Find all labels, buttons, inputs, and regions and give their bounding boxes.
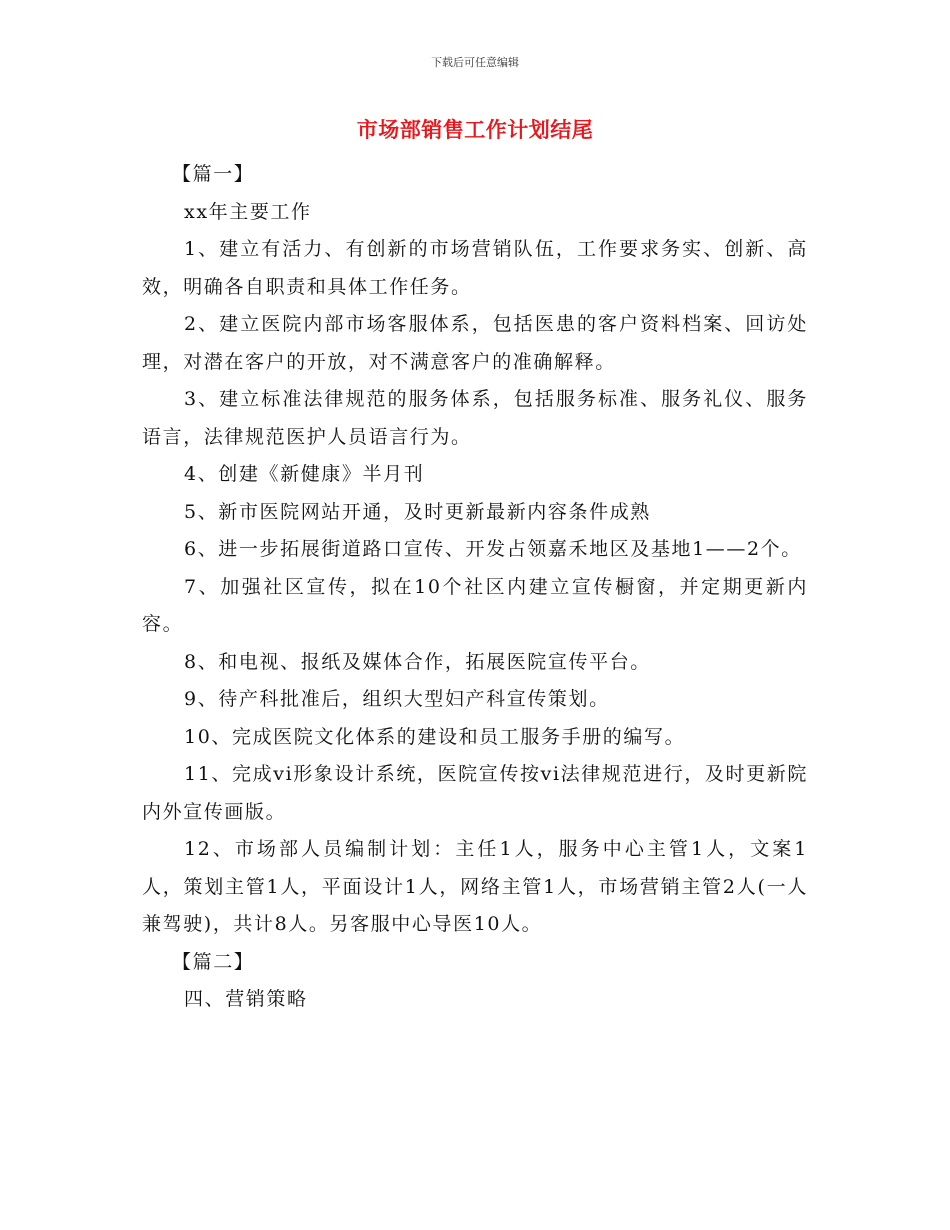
section-heading: 【篇一】 [172,163,255,185]
document-body [142,156,808,1019]
list-item: 3、建立标准法律规范的服务体系，包括服务标准、服务礼仪、服务语言，法律规范医护人员语言行为。 [142,388,808,448]
list-item: 6、进一步拓展街道路口宣传、开发占领嘉禾地区及基地1——2个。 [184,538,802,560]
list-item: 10、完成医院文化体系的建设和员工服务手册的编写。 [184,725,686,748]
document-title: 市场部销售工作计划结尾 [356,118,594,142]
list-item: 2、建立医院内部市场客服体系，包括医患的客户资料档案、回访处理，对潜在客户的开放，对不满意客户的准确解释。 [142,313,808,373]
section-heading: 【篇二】 [172,950,255,973]
list-item: 7、加强社区宣传，拟在10个社区内建立宣传橱窗，并定期更新内容。 [142,575,808,635]
list-item: 8、和电视、报纸及媒体合作，拓展医院宣传平台。 [184,650,651,673]
list-item: 5、新市医院网站开通，及时更新最新内容条件成熟 [184,500,651,523]
subheading: xx年主要工作 [184,200,312,223]
list-item: 1、建立有活力、有创新的市场营销队伍，工作要求务实、创新、高效，明确各自职责和具体工作任务。 [142,238,808,298]
subheading: 四、营销策略 [184,988,308,1010]
list-item: 11、完成vi形象设计系统，医院宣传按vi法律规范进行，及时更新院内外宣传画版。 [142,763,808,823]
list-item: 12、市场部人员编制计划：主任1人，服务中心主管1人，文案1人，策划主管1人，平面设计1人，网络主管1人，市场营销主管2人(一人兼驾驶)，共计8人。另客服中心导医10人。 [142,838,808,935]
page-header-note: 下载后可任意编辑 [431,56,519,69]
list-item: 9、待产科批准后，组织大型妇产科宣传策划。 [184,688,610,710]
list-item: 4、创建《新健康》半月刊 [184,463,425,485]
